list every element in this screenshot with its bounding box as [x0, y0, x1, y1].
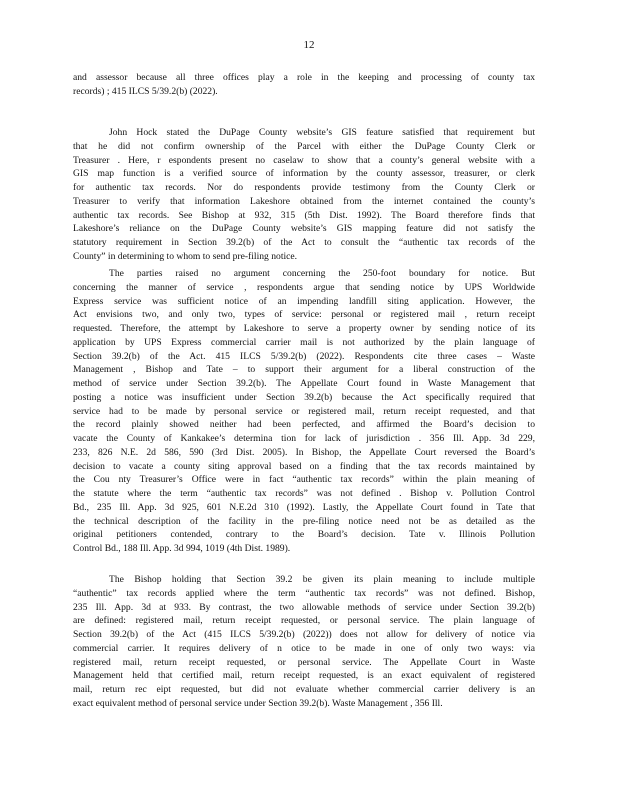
text-line: decision to vacate a county siting approval based on a finding that the tax records maintained by — [73, 460, 535, 472]
text-line: Bd., 235 Ill. App. 3d 925, 601 N.E.2d 310 (1992). Lastly, the Appellate Court found in Tate that — [73, 501, 535, 513]
paragraph-manner-of-service — [73, 267, 535, 556]
text-line: and assessor because all three offices play a role in the keeping and processing of county tax — [73, 72, 535, 83]
text-line: service had to be made by personal service or registered mail, return receipt requested, and that — [73, 405, 535, 417]
text-line: The parties raised no argument concerning the 250-foot boundary for notice. But — [109, 268, 535, 279]
text-line: method of service under Section 39.2(b). The Appellate Court found in Waste Management that — [73, 378, 535, 389]
text-line: Lakeshore’s reliance on the DuPage County website’s GIS mapping feature did not satisfy the — [73, 223, 535, 235]
text-line: exact equivalent method of personal service under Section 39.2(b). Waste Management , 356 Ill. — [73, 697, 443, 709]
text-line: for authentic tax records. Nor do respondents provide testimony from the County Clerk or — [73, 182, 535, 193]
text-line: requested. Therefore, the attempt by Lakeshore to serve a property owner by sending notice of its — [73, 323, 535, 334]
text-line: Treasurer . Here, r espondents present no caselaw to show that a county’s general website with a — [73, 154, 535, 166]
text-line: Section 39.2(b) of the Act (415 ILCS 5/39.2(b) (2022)) does not allow for delivery of notice via — [73, 629, 535, 640]
text-line: records) ; 415 ILCS 5/39.2(b) (2022). — [73, 85, 218, 97]
paragraph-continuation — [73, 71, 535, 99]
text-line: John Hock stated the DuPage County website’s GIS feature satisfied that requirement but — [109, 127, 535, 138]
text-line: registered mail, return receipt requested, or personal service. The Appellate Court in Waste — [73, 656, 535, 668]
text-line: posting a notice was insufficient under Section 39.2(b) because the Act specifically required that — [73, 391, 535, 403]
text-line: commercial carrier. It requires delivery of n otice to be made in one of only two ways: via — [73, 642, 535, 654]
text-line: GIS map function is a verified source of information by the county assessor, treasurer, or clerk — [73, 168, 535, 180]
text-line: “authentic” tax records applied where the term “authentic tax records” was not defined. Bishop, — [73, 587, 535, 599]
text-line: authentic tax records. See Bishop at 932, 315 (5th Dist. 1992). The Board therefore finds that — [73, 209, 535, 221]
text-line: Treasurer to verify that information Lakeshore obtained from the internet contained the county’s — [73, 195, 535, 207]
text-line: the statute where the term “authentic tax records” was not defined . Bishop v. Pollution Control — [73, 488, 535, 499]
text-line: Control Bd., 188 Ill. App. 3d 994, 1019 (4th Dist. 1989). — [73, 543, 291, 554]
text-line: mail, return rec eipt requested, but did not evaluate whether commercial carrier delivery is an — [73, 684, 535, 695]
paragraph-gis-website — [73, 126, 535, 264]
text-line: application by UPS Express commercial carrier mail is not authorized by the plain language of — [73, 336, 535, 348]
text-line: 233, 826 N.E. 2d 586, 590 (3rd Dist. 2005). In Bishop, the Appellate Court reversed the Board’s — [73, 446, 535, 458]
text-line: the record plainly showed neither had been perfected, and affirmed the Board’s decision to — [73, 419, 535, 431]
text-line: the technical description of the facility in the pre-filing notice need not be as detailed as the — [73, 515, 535, 527]
text-line: vacate the County of Kankakee’s determina tion for lack of jurisdiction . 356 Ill. App. 3d 229, — [73, 433, 535, 444]
text-line: 235 Ill. App. 3d at 933. By contrast, the two allowable methods of service under Section 39.2(b) — [73, 601, 535, 613]
text-line: statutory requirement in Section 39.2(b) of the Act to consult the “authentic tax records of the — [73, 237, 535, 248]
text-line: original petitioners contended, contrary to the Board’s decision. Tate v. Illinois Pollution — [73, 529, 535, 541]
text-line: Express service was sufficient notice of an impending landfill siting application. However, the — [73, 295, 535, 307]
page-number: 12 — [303, 39, 315, 51]
text-line: Section 39.2(b) of the Act. 415 ILCS 5/39.2(b) (2022). Respondents cite three cases – Waste — [73, 350, 535, 362]
paragraph-bishop-holding — [73, 573, 535, 711]
text-line: Management held that certified mail, return receipt requested, is an exact equivalent of registered — [73, 670, 535, 682]
text-line: the Cou nty Treasurer’s Office were in fact “authentic tax records” within the plain meaning of — [73, 474, 535, 486]
text-line: Act envisions two, and only two, types of service: personal or registered mail , return receipt — [73, 309, 535, 321]
text-line: Management , Bishop and Tate – to support their argument for a liberal construction of the — [73, 364, 535, 376]
text-line: County” in determining to whom to send pre-filing notice. — [73, 250, 298, 262]
text-line: The Bishop holding that Section 39.2 be given its plain meaning to include multiple — [109, 574, 535, 585]
text-line: that he did not confirm ownership of the Parcel with either the DuPage County Clerk or — [73, 140, 535, 152]
text-line: are defined: registered mail, return receipt requested, or personal service. The plain language of — [73, 615, 535, 627]
text-line: concerning the manner of service , respondents argue that sending notice by UPS Worldwide — [73, 281, 535, 293]
